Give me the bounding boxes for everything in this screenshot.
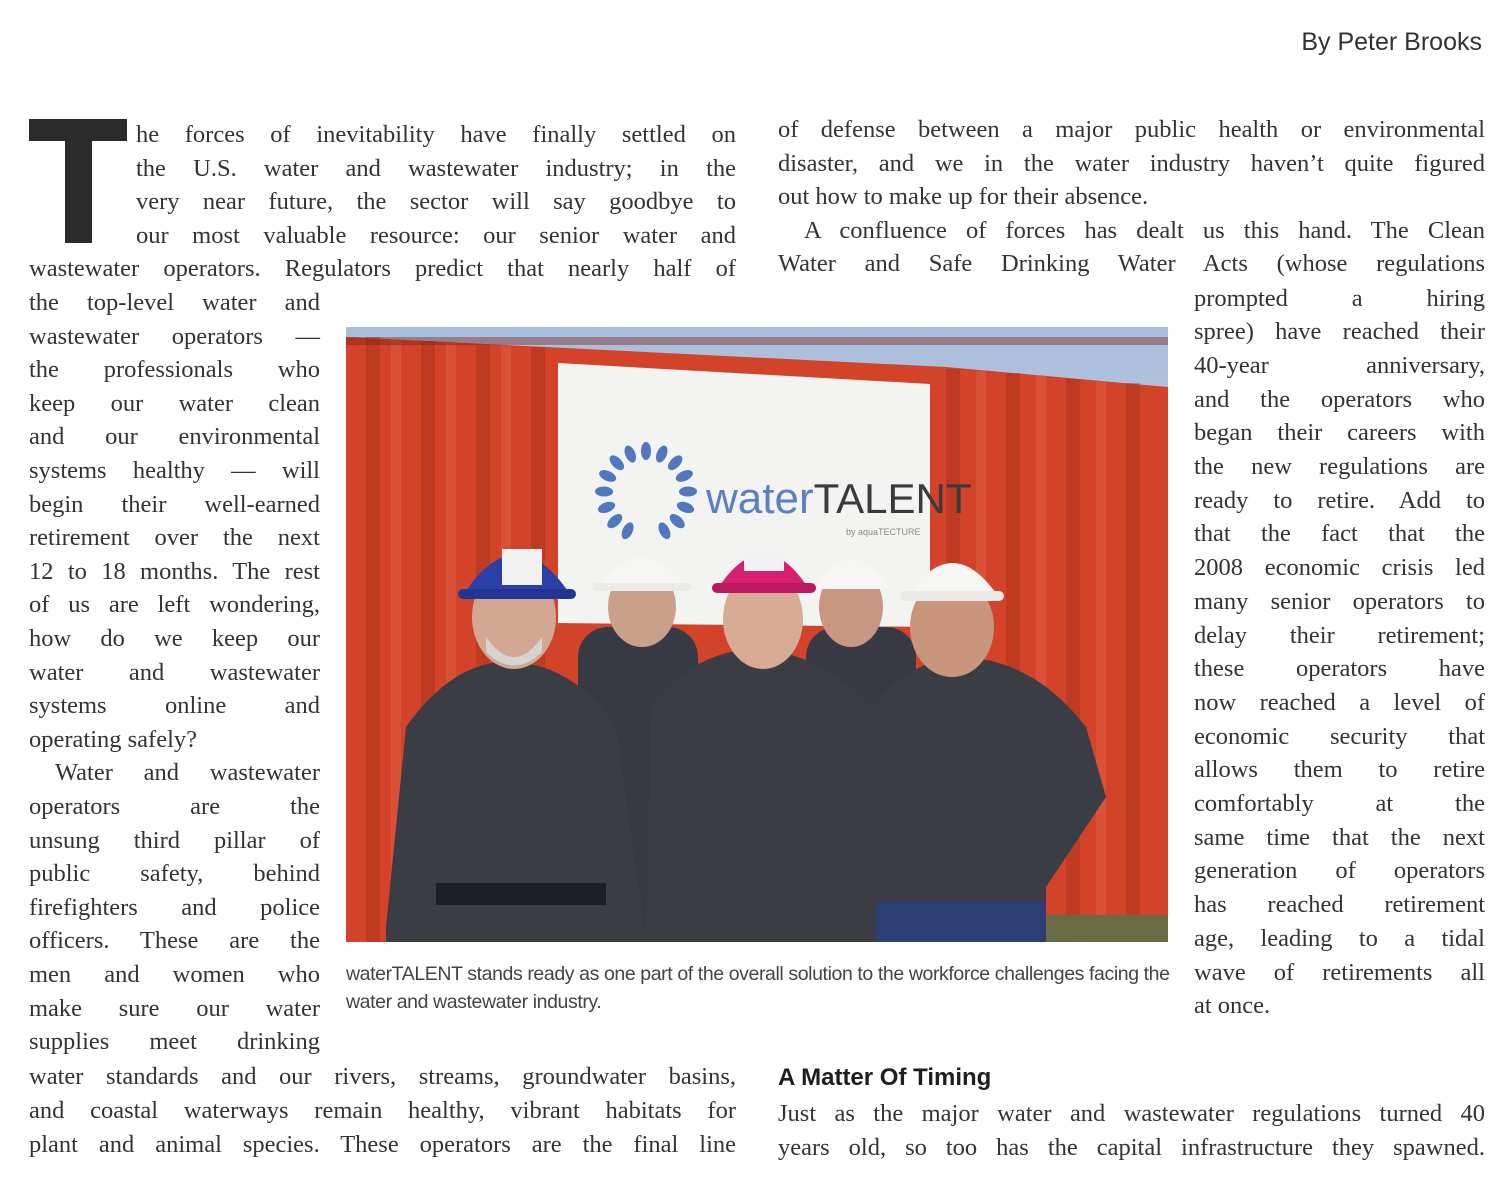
text-line: men and women who — [29, 961, 320, 988]
text-line: generation of operators — [1194, 857, 1485, 885]
article-photo — [346, 327, 1168, 942]
text-line: began their careers with — [1194, 419, 1485, 447]
text-line: officers. These are the — [29, 927, 320, 955]
text-line: years old, so too has the capital infrastructure they spawned. — [778, 1134, 1485, 1161]
text-line: operating safely? — [29, 725, 198, 753]
text-line: public safety, behind — [29, 860, 320, 888]
text-line: how do we keep our — [29, 625, 320, 652]
text-line: spree) have reached their — [1194, 318, 1485, 346]
text-line: 40-year anniversary, — [1194, 351, 1485, 379]
text-line: water standards and our rivers, streams, groundwater basins, — [29, 1063, 736, 1091]
text-line: systems healthy — will — [29, 457, 320, 484]
text-line: supplies meet drinking — [29, 1028, 320, 1056]
text-line: wastewater operators. Regulators predict that nearly half of — [29, 255, 736, 282]
text-line: begin their well-earned — [29, 490, 320, 518]
text-line: and the operators who — [1194, 385, 1485, 413]
text-line: wave of retirements all — [1194, 958, 1485, 986]
text-line: plant and animal species. These operators are the final line — [29, 1130, 736, 1158]
text-line: A confluence of forces has dealt us this hand. The Clean — [804, 216, 1485, 244]
text-line: systems online and — [29, 692, 320, 720]
text-line: water and wastewater — [29, 658, 320, 686]
text-line: the professionals who — [29, 356, 320, 384]
text-line: operators are the — [29, 793, 320, 820]
text-line: and our environmental — [29, 423, 320, 451]
text-line: ready to retire. Add to — [1194, 486, 1485, 514]
byline: By Peter Brooks — [1301, 28, 1482, 56]
text-line: disaster, and we in the water industry haven’t quite figured — [778, 149, 1485, 177]
text-line: unsung third pillar of — [29, 826, 320, 854]
text-line: very near future, the sector will say goodbye to — [136, 188, 736, 215]
text-line: prompted a hiring — [1194, 284, 1485, 312]
text-line: of us are left wondering, — [29, 591, 320, 619]
text-line: the new regulations are — [1194, 453, 1485, 480]
team-photo-illustration — [346, 327, 1168, 942]
text-line: retirement over the next — [29, 524, 320, 552]
text-line: Water and Safe Drinking Water Acts (whose regulations — [778, 250, 1485, 278]
text-line: at once. — [1194, 992, 1271, 1020]
text-line: same time that the next — [1194, 823, 1485, 851]
text-line: our most valuable resource: our senior water and — [136, 221, 736, 249]
text-line: now reached a level of — [1194, 688, 1485, 716]
section-heading: A Matter Of Timing — [778, 1064, 992, 1091]
photo-caption: waterTALENT stands ready as one part of the overall solution to the workforce challenges facing the water and wastewater industry. — [346, 963, 1170, 1013]
text-line: wastewater operators — — [29, 322, 320, 350]
text-line: many senior operators to — [1194, 587, 1485, 615]
text-line: firefighters and police — [29, 893, 320, 921]
text-line: Just as the major water and wastewater regulations turned 40 — [778, 1100, 1485, 1127]
text-line: the top-level water and — [29, 289, 320, 316]
text-line: allows them to retire — [1194, 756, 1485, 784]
drop-cap — [29, 119, 127, 243]
text-line: make sure our water — [29, 994, 320, 1022]
text-line: that the fact that the — [1194, 520, 1485, 548]
svg-text:by aquaTECTURE: by aquaTECTURE — [846, 527, 921, 537]
text-line: Water and wastewater — [55, 759, 320, 787]
text-line: has reached retirement — [1194, 891, 1485, 919]
text-line: and coastal waterways remain healthy, vibrant habitats for — [29, 1096, 736, 1124]
text-line: he forces of inevitability have finally settled on — [136, 121, 736, 148]
text-line: age, leading to a tidal — [1194, 924, 1485, 952]
text-line: keep our water clean — [29, 389, 320, 417]
text-line: comfortably at the — [1194, 790, 1485, 817]
text-line: 12 to 18 months. The rest — [29, 557, 320, 585]
text-line: these operators have — [1194, 655, 1485, 683]
text-line: the U.S. water and wastewater industry; in the — [136, 154, 736, 182]
text-line: delay their retirement; — [1194, 621, 1485, 649]
sign-brand-text: waterTALENT — [706, 474, 972, 523]
text-line: 2008 economic crisis led — [1194, 554, 1485, 582]
text-line: economic security that — [1194, 722, 1485, 750]
text-line: out how to make up for their absence. — [778, 183, 1149, 211]
text-line: of defense between a major public health or environmental — [778, 116, 1485, 143]
